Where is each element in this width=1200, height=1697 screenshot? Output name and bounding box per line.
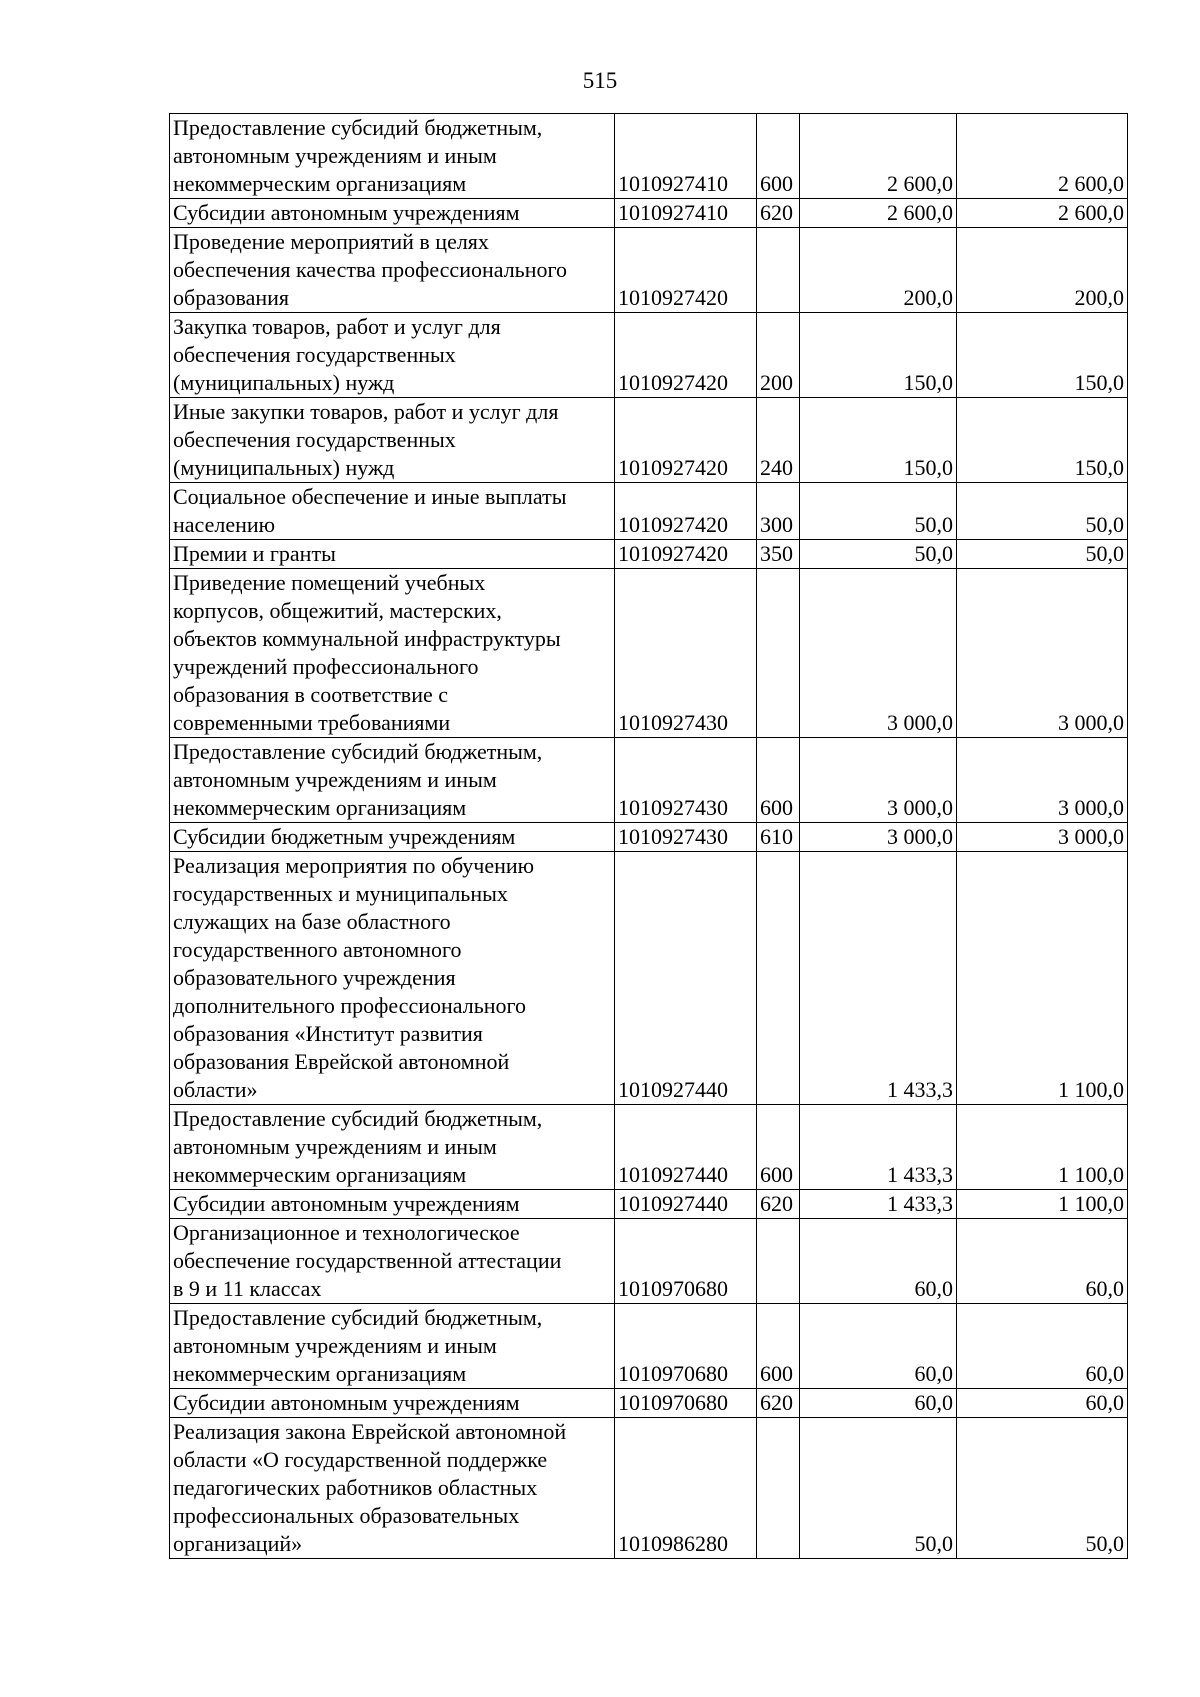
row-name-line: Субсидии автономным учреждениям [173, 200, 520, 225]
row-name-line: (муниципальных) нужд [173, 455, 395, 480]
row-name-line: профессиональных образовательных [173, 1503, 520, 1528]
row-name-cell [170, 483, 615, 540]
row-code-cell: 1010927420 [615, 228, 757, 313]
row-value2-cell: 50,0 [957, 1418, 1128, 1559]
row-name-line: некоммерческим организациям [173, 171, 467, 196]
table-row [170, 398, 1128, 483]
table-row [170, 1190, 1128, 1219]
row-value2-cell: 1 100,0 [957, 852, 1128, 1105]
row-name-line: обеспечения качества профессионального [173, 257, 567, 282]
row-name-line: автономным учреждениям и иным [173, 1333, 497, 1358]
row-name-cell [170, 313, 615, 398]
row-value1-cell: 50,0 [800, 483, 957, 540]
row-name-line: государственного автономного [173, 937, 462, 962]
row-name-line: служащих на базе областного [173, 909, 451, 934]
row-name-cell [170, 1190, 615, 1219]
row-name-line: Закупка товаров, работ и услуг для [173, 314, 501, 339]
row-name-cell [170, 1219, 615, 1304]
table-row [170, 1389, 1128, 1418]
row-type-cell [757, 228, 800, 313]
row-value1-cell: 150,0 [800, 398, 957, 483]
row-value1-cell: 2 600,0 [800, 199, 957, 228]
budget-table [169, 113, 1128, 1559]
table-row [170, 313, 1128, 398]
row-value1-cell: 60,0 [800, 1389, 957, 1418]
table-row [170, 1105, 1128, 1190]
row-code-cell: 1010927440 [615, 1190, 757, 1219]
row-name-cell [170, 823, 615, 852]
row-name-line: автономным учреждениям и иным [173, 143, 497, 168]
row-name-line: педагогических работников областных [173, 1475, 538, 1500]
row-name-line: образования в соответствие с [173, 682, 448, 707]
table-row [170, 1219, 1128, 1304]
row-value1-cell: 50,0 [800, 540, 957, 569]
row-type-cell: 350 [757, 540, 800, 569]
row-name-cell [170, 398, 615, 483]
row-name-line: образовательного учреждения [173, 965, 456, 990]
table-row [170, 569, 1128, 738]
row-value2-cell: 60,0 [957, 1389, 1128, 1418]
row-name-line: некоммерческим организациям [173, 1361, 467, 1386]
row-value1-cell: 3 000,0 [800, 569, 957, 738]
row-name-line: современными требованиями [173, 710, 451, 735]
row-name-cell [170, 1418, 615, 1559]
row-code-cell: 1010970680 [615, 1389, 757, 1418]
row-name-line: Субсидии бюджетным учреждениям [173, 824, 516, 849]
row-code-cell: 1010927420 [615, 540, 757, 569]
row-name-line: объектов коммунальной инфраструктуры [173, 626, 561, 651]
row-name-line: Иные закупки товаров, работ и услуг для [173, 399, 559, 424]
row-code-cell: 1010927430 [615, 738, 757, 823]
row-name-line: некоммерческим организациям [173, 795, 467, 820]
row-name-line: Премии и гранты [173, 541, 336, 566]
row-value1-cell: 2 600,0 [800, 114, 957, 199]
row-name-cell [170, 199, 615, 228]
row-name-line: организаций» [173, 1531, 303, 1556]
row-code-cell: 1010927430 [615, 569, 757, 738]
budget-table-body [170, 114, 1128, 1559]
table-row [170, 823, 1128, 852]
row-name-line: Предоставление субсидий бюджетным, [173, 739, 543, 764]
row-value2-cell: 50,0 [957, 540, 1128, 569]
row-name-line: Реализация мероприятия по обучению [173, 853, 535, 878]
row-name-cell [170, 228, 615, 313]
row-name-line: в 9 и 11 классах [173, 1276, 322, 1301]
row-code-cell: 1010927420 [615, 398, 757, 483]
row-code-cell: 1010927440 [615, 1105, 757, 1190]
row-value2-cell: 60,0 [957, 1219, 1128, 1304]
row-type-cell: 600 [757, 114, 800, 199]
row-name-line: дополнительного профессионального [173, 993, 526, 1018]
row-name-line: населению [173, 512, 276, 537]
row-name-line: обеспечение государственной аттестации [173, 1248, 562, 1273]
row-code-cell: 1010927440 [615, 852, 757, 1105]
row-name-line: (муниципальных) нужд [173, 370, 395, 395]
table-row [170, 483, 1128, 540]
row-value2-cell: 200,0 [957, 228, 1128, 313]
row-name-cell [170, 1105, 615, 1190]
row-value2-cell: 3 000,0 [957, 823, 1128, 852]
row-name-line: Предоставление субсидий бюджетным, [173, 1305, 543, 1330]
row-type-cell: 620 [757, 1190, 800, 1219]
row-value1-cell: 3 000,0 [800, 823, 957, 852]
row-type-cell: 600 [757, 738, 800, 823]
row-name-line: обеспечения государственных [173, 427, 456, 452]
row-type-cell [757, 1418, 800, 1559]
row-type-cell [757, 852, 800, 1105]
row-name-line: образования «Институт развития [173, 1021, 483, 1046]
row-name-cell [170, 738, 615, 823]
row-name-line: учреждений профессионального [173, 654, 479, 679]
row-value1-cell: 60,0 [800, 1219, 957, 1304]
row-name-line: Приведение помещений учебных [173, 570, 486, 595]
row-value2-cell: 2 600,0 [957, 199, 1128, 228]
table-row [170, 199, 1128, 228]
row-name-line: Реализация закона Еврейской автономной [173, 1419, 567, 1444]
row-name-cell [170, 114, 615, 199]
row-type-cell: 620 [757, 1389, 800, 1418]
table-row [170, 228, 1128, 313]
row-code-cell: 1010927420 [615, 313, 757, 398]
row-name-line: Организационное и технологическое [173, 1220, 520, 1245]
row-name-line: Субсидии автономным учреждениям [173, 1390, 520, 1415]
row-type-cell: 600 [757, 1105, 800, 1190]
row-value2-cell: 3 000,0 [957, 738, 1128, 823]
row-code-cell: 1010927420 [615, 483, 757, 540]
row-code-cell: 1010927410 [615, 199, 757, 228]
row-value1-cell: 3 000,0 [800, 738, 957, 823]
row-code-cell: 1010927430 [615, 823, 757, 852]
row-value1-cell: 1 433,3 [800, 1190, 957, 1219]
row-name-cell [170, 1389, 615, 1418]
row-name-line: Социальное обеспечение и иные выплаты [173, 484, 567, 509]
row-name-line: корпусов, общежитий, мастерских, [173, 598, 502, 623]
row-type-cell: 620 [757, 199, 800, 228]
row-name-line: образования [173, 285, 290, 310]
row-value2-cell: 150,0 [957, 398, 1128, 483]
row-code-cell: 1010986280 [615, 1418, 757, 1559]
row-name-cell [170, 1304, 615, 1389]
row-name-line: Проведение мероприятий в целях [173, 229, 489, 254]
table-row [170, 540, 1128, 569]
row-value1-cell: 50,0 [800, 1418, 957, 1559]
row-value1-cell: 60,0 [800, 1304, 957, 1389]
row-name-line: автономным учреждениям и иным [173, 767, 497, 792]
row-type-cell: 200 [757, 313, 800, 398]
row-name-line: обеспечения государственных [173, 342, 456, 367]
row-name-line: автономным учреждениям и иным [173, 1134, 497, 1159]
row-name-cell [170, 852, 615, 1105]
row-name-line: Предоставление субсидий бюджетным, [173, 1106, 543, 1131]
row-code-cell: 1010970680 [615, 1304, 757, 1389]
table-row [170, 114, 1128, 199]
row-name-line: Предоставление субсидий бюджетным, [173, 115, 543, 140]
row-value1-cell: 150,0 [800, 313, 957, 398]
row-name-line: области «О государственной поддержке [173, 1447, 548, 1472]
row-type-cell [757, 569, 800, 738]
row-type-cell: 600 [757, 1304, 800, 1389]
row-value2-cell: 2 600,0 [957, 114, 1128, 199]
row-value2-cell: 1 100,0 [957, 1190, 1128, 1219]
row-value1-cell: 1 433,3 [800, 1105, 957, 1190]
row-name-line: государственных и муниципальных [173, 881, 508, 906]
row-name-line: некоммерческим организациям [173, 1162, 467, 1187]
row-value2-cell: 50,0 [957, 483, 1128, 540]
row-value2-cell: 150,0 [957, 313, 1128, 398]
row-value1-cell: 200,0 [800, 228, 957, 313]
row-type-cell: 240 [757, 398, 800, 483]
table-row [170, 852, 1128, 1105]
row-name-cell [170, 569, 615, 738]
row-value2-cell: 3 000,0 [957, 569, 1128, 738]
row-type-cell [757, 1219, 800, 1304]
row-value2-cell: 60,0 [957, 1304, 1128, 1389]
row-code-cell: 1010970680 [615, 1219, 757, 1304]
row-type-cell: 610 [757, 823, 800, 852]
row-name-line: образования Еврейской автономной [173, 1049, 510, 1074]
page-number: 515 [582, 68, 618, 93]
row-name-line: Субсидии автономным учреждениям [173, 1191, 520, 1216]
table-row [170, 1304, 1128, 1389]
table-row [170, 738, 1128, 823]
row-code-cell: 1010927410 [615, 114, 757, 199]
row-name-cell [170, 540, 615, 569]
row-value1-cell: 1 433,3 [800, 852, 957, 1105]
table-row [170, 1418, 1128, 1559]
row-name-line: области» [173, 1077, 258, 1102]
row-value2-cell: 1 100,0 [957, 1105, 1128, 1190]
row-type-cell: 300 [757, 483, 800, 540]
